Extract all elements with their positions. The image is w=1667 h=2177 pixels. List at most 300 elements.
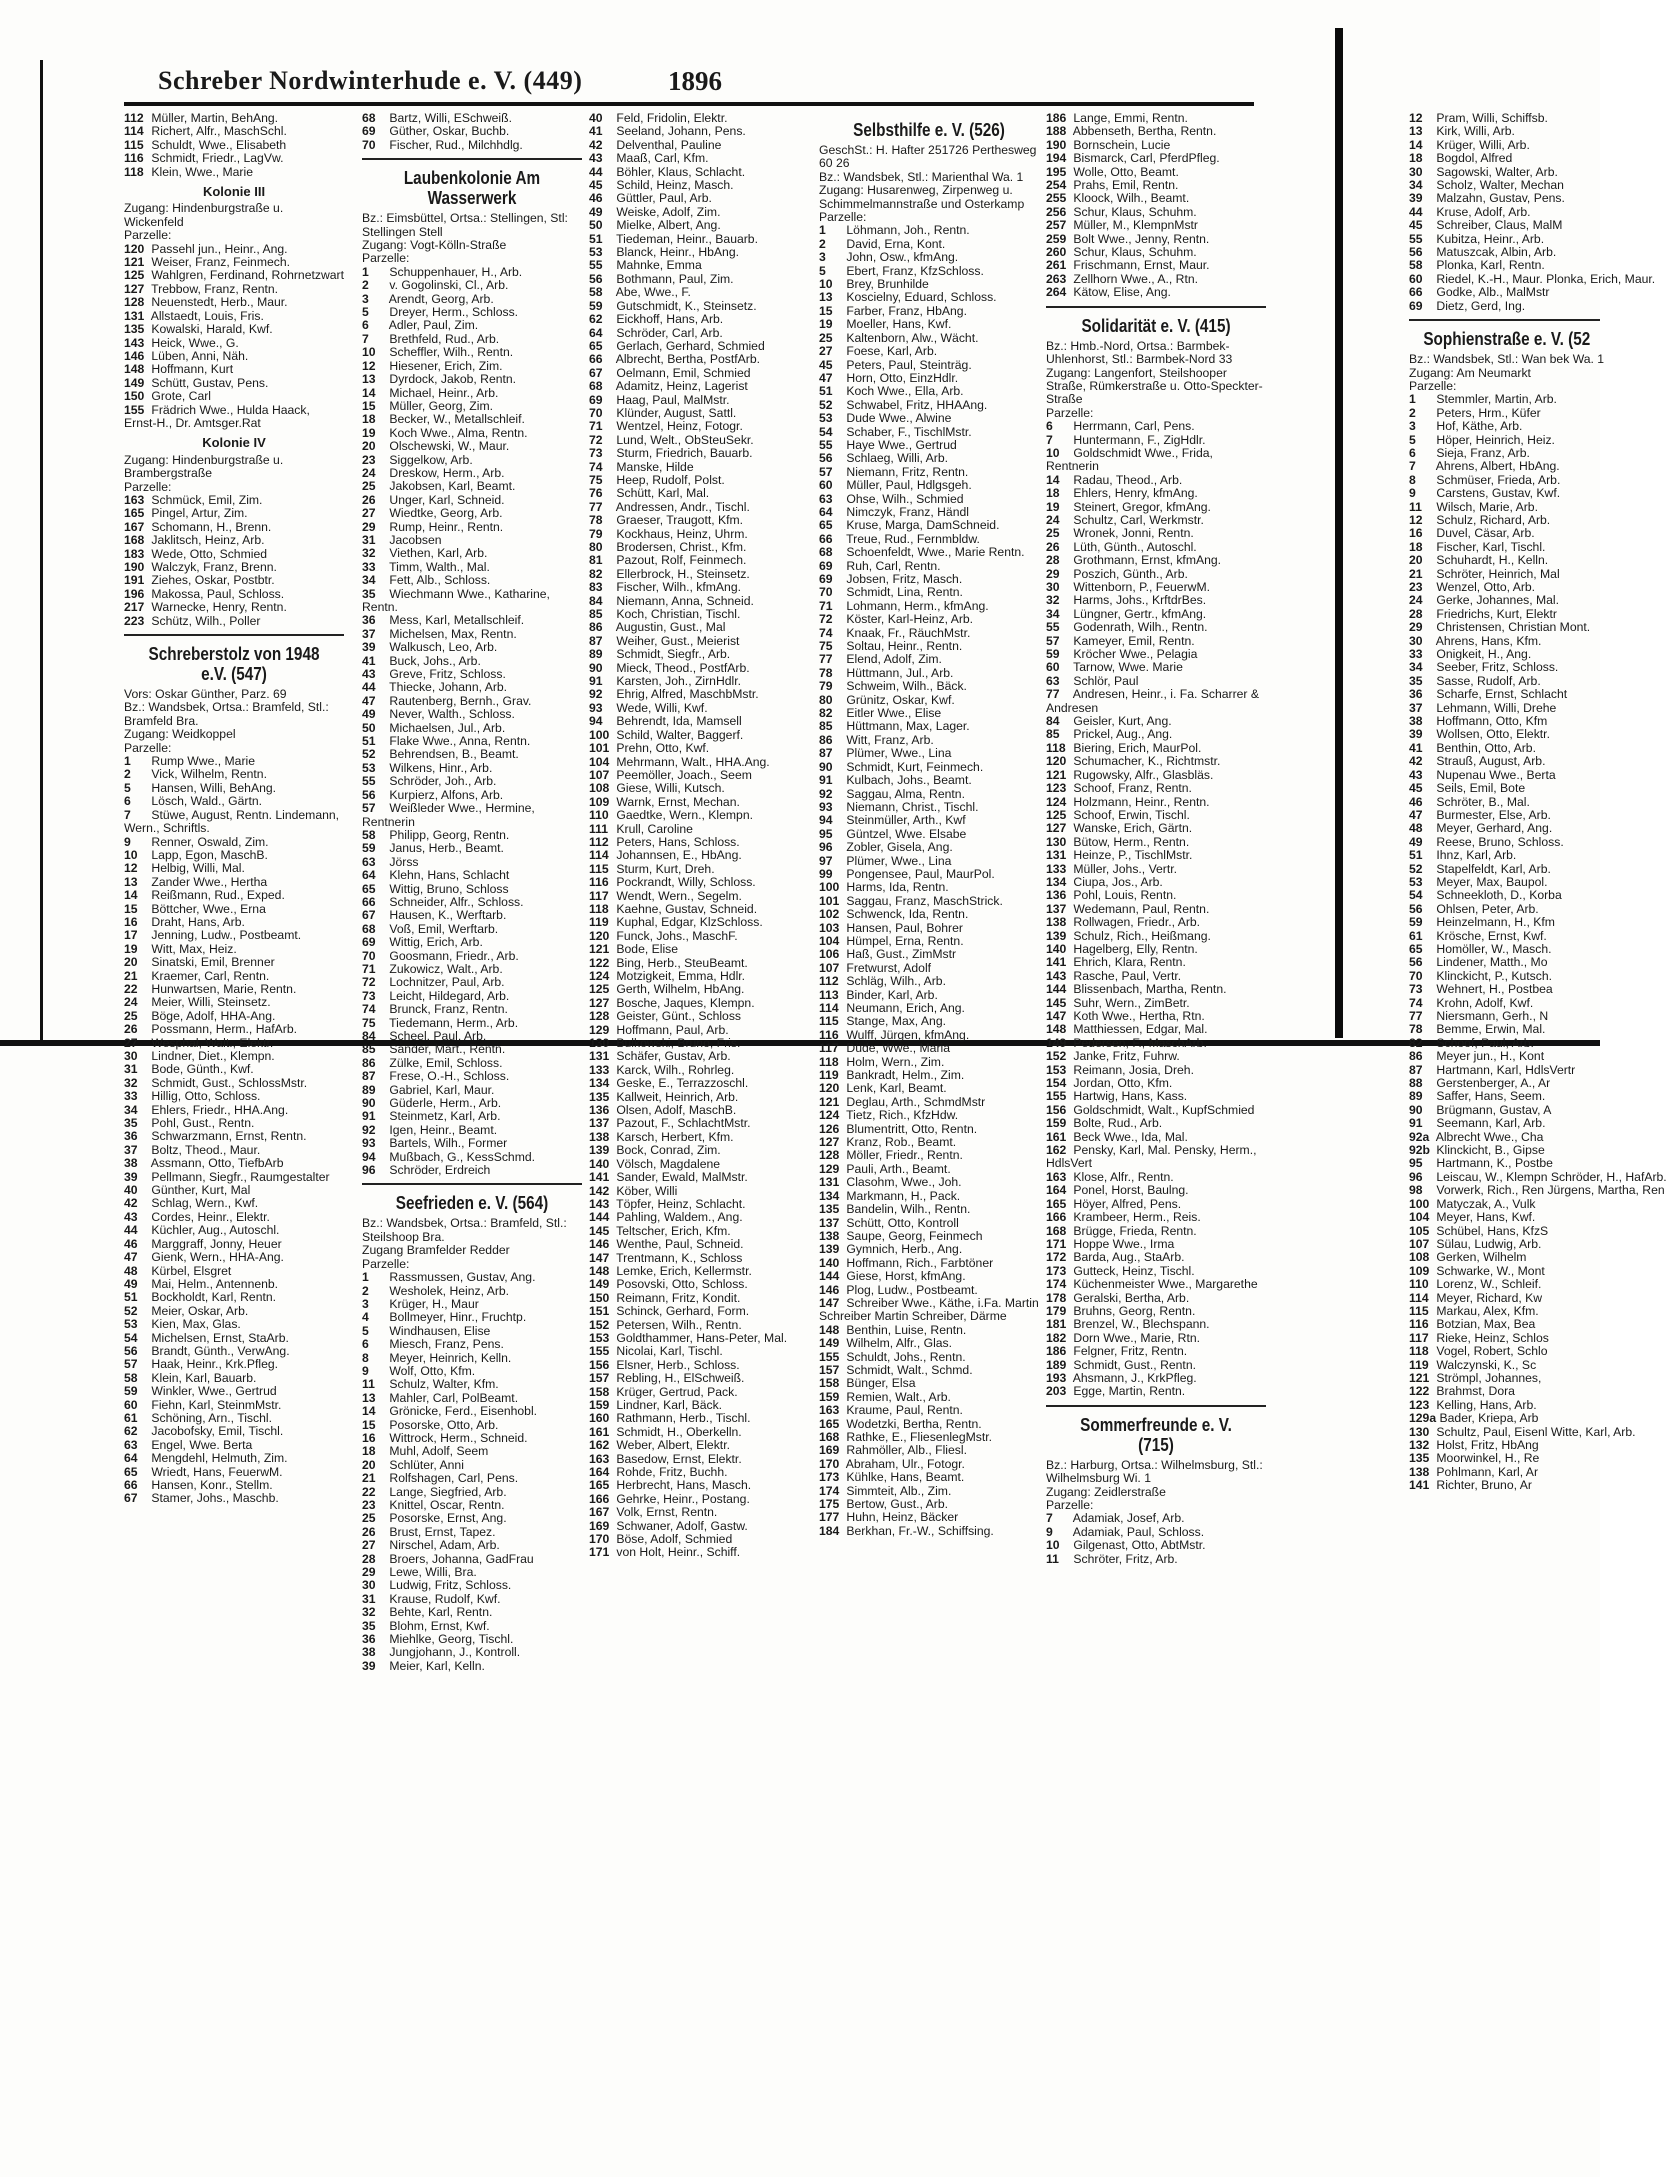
plot-entry: 170 Böse, Adolf, Schmied bbox=[589, 1532, 733, 1547]
header-rule bbox=[124, 102, 1254, 106]
plot-entry: 60 Fiehn, Karl, SteinmMstr. bbox=[124, 1397, 282, 1412]
plot-number: 100 bbox=[819, 880, 840, 895]
plot-number: 24 bbox=[1046, 512, 1060, 527]
association-info: Zugang: Am Neumarkt bbox=[1409, 365, 1531, 380]
plot-number: 70 bbox=[1409, 968, 1423, 983]
plot-number: 55 bbox=[1409, 231, 1423, 246]
plot-number: 114 bbox=[819, 1001, 839, 1015]
plot-number: 23 bbox=[1409, 580, 1423, 594]
plot-entry: 44 Kruse, Adolf, Arb. bbox=[1409, 204, 1531, 219]
plot-number: 161 bbox=[589, 1424, 610, 1439]
plot-number: 38 bbox=[1409, 714, 1423, 729]
plot-entry: 16 Draht, Hans, Arb. bbox=[124, 914, 245, 929]
plot-entry: 69 Ruh, Carl, Rentn. bbox=[819, 558, 941, 573]
plot-number: 140 bbox=[819, 1255, 840, 1270]
plot-entry: 150 Reimann, Fritz, Kondit. bbox=[589, 1290, 741, 1305]
plot-entry: 39 Pellmann, Siegfr., Raumgestalter bbox=[124, 1169, 330, 1184]
plot-entry: 9 Renner, Oswald, Zim. bbox=[124, 834, 269, 849]
plot-number: 71 bbox=[819, 598, 833, 613]
plot-entry: 21 Schröter, Heinrich, Mal bbox=[1409, 566, 1560, 581]
plot-entry: 109 Schwarke, W., Mont bbox=[1409, 1263, 1545, 1278]
directory-column-6 bbox=[1409, 111, 1667, 1493]
plot-entry: 27 Nirschel, Adam, Arb. bbox=[362, 1538, 500, 1553]
directory-column-3 bbox=[589, 112, 809, 1560]
plot-entry: 136 Olsen, Adolf, MaschB. bbox=[589, 1103, 737, 1118]
plot-number: 131 bbox=[1046, 848, 1067, 863]
directory-column-2 bbox=[362, 112, 582, 1673]
plot-entry: 6 Adler, Paul, Zim. bbox=[362, 318, 479, 333]
plot-number: 54 bbox=[124, 1330, 138, 1345]
plot-number: 152 bbox=[1046, 1049, 1067, 1064]
plot-entry: 18 Fischer, Karl, Tischl. bbox=[1409, 539, 1546, 554]
plot-entry: 150 Grote, Carl bbox=[124, 389, 211, 404]
plot-entry: 149 Wilhelm, Alfr., Glas. bbox=[819, 1336, 953, 1351]
plot-number: 18 bbox=[362, 412, 376, 427]
plot-entry: 31 Jacobsen bbox=[362, 532, 442, 547]
plot-entry: 151 Schinck, Gerhard, Form. bbox=[589, 1304, 750, 1319]
plot-entry: 107 Sülau, Ludwig, Arb. bbox=[1409, 1236, 1542, 1251]
plot-number: 1 bbox=[1409, 392, 1416, 407]
plot-number: 12 bbox=[362, 358, 376, 373]
plot-number: 35 bbox=[362, 1618, 376, 1633]
plot-entry: 140 Hoffmann, Rich., Farbtöner bbox=[819, 1255, 994, 1270]
plot-entry: 102 Schwenck, Ida, Rentn. bbox=[819, 907, 969, 922]
plot-entry: 124 Motzigkeit, Emma, Hdlr. bbox=[589, 969, 746, 983]
plot-entry: 1 Rump Wwe., Marie bbox=[124, 754, 255, 769]
plot-entry: 87 Frese, O.-H., Schloss. bbox=[362, 1069, 510, 1084]
plot-number: 149 bbox=[589, 1277, 610, 1292]
association-info: Zugang: Hindenburgstraße u. Wickenfeld bbox=[124, 201, 284, 229]
plot-entry: 58 Philipp, Georg, Rentn. bbox=[362, 827, 510, 842]
plot-number: 96 bbox=[819, 840, 833, 855]
plot-number: 3 bbox=[362, 1296, 369, 1311]
plot-number: 124 bbox=[819, 1108, 840, 1123]
plot-entry: 27 Wesphal, Walt., Elektr. bbox=[124, 1035, 274, 1050]
colony-subheading: Kolonie IV bbox=[202, 435, 266, 451]
plot-number: 264 bbox=[1046, 285, 1067, 300]
plot-number: 163 bbox=[819, 1403, 840, 1418]
plot-number: 64 bbox=[589, 325, 603, 340]
plot-number: 72 bbox=[819, 612, 833, 627]
plot-entry: 72 Köster, Karl-Heinz, Arb. bbox=[819, 612, 974, 627]
plot-number: 55 bbox=[1046, 620, 1060, 635]
association-heading: Seefrieden e. V. (564) bbox=[395, 1193, 549, 1214]
plot-number: 177 bbox=[819, 1510, 840, 1525]
plot-entry: 57 Weißleder Wwe., Hermine, Rentnerin bbox=[362, 801, 535, 829]
plot-entry: 117 Rieke, Heinz, Schlos bbox=[1409, 1330, 1549, 1345]
plot-number: 45 bbox=[819, 357, 833, 372]
plot-number: 125 bbox=[124, 268, 145, 283]
plot-entry: 80 Brodersen, Christ., Kfm. bbox=[589, 540, 747, 554]
plot-number: 57 bbox=[362, 801, 376, 816]
plot-entry: 16 Duvel, Cäsar, Arb. bbox=[1409, 526, 1535, 541]
plot-number: 144 bbox=[819, 1269, 840, 1284]
plot-number: 78 bbox=[1409, 1022, 1423, 1037]
plot-entry: 139 Bock, Conrad, Zim. bbox=[589, 1143, 721, 1158]
plot-number: 117 bbox=[589, 888, 609, 903]
plot-entry: 65 Homöller, W., Masch. bbox=[1409, 941, 1552, 956]
plot-number: 99 bbox=[819, 866, 833, 881]
plot-number: 77 bbox=[1409, 1009, 1423, 1023]
plot-entry: 4 Bollmeyer, Hinr., Fruchtp. bbox=[362, 1310, 527, 1325]
plot-entry: 123 Kelling, Hans, Arb. bbox=[1409, 1397, 1537, 1412]
plot-number: 26 bbox=[1046, 539, 1060, 554]
plot-entry: 8 Schmüser, Frieda, Arb. bbox=[1409, 472, 1561, 487]
association-info: Parzelle: bbox=[124, 228, 172, 243]
plot-number: 73 bbox=[1409, 982, 1423, 997]
plot-entry: 23 Siggelkow, Arb. bbox=[362, 452, 473, 467]
plot-entry: 10 Goldschmidt Wwe., Frida, Rentnerin bbox=[1046, 445, 1213, 474]
plot-entry: 13 Zander Wwe., Hertha bbox=[124, 874, 268, 889]
plot-entry: 17 Jenning, Ludw., Postbeamt. bbox=[124, 928, 302, 943]
plot-entry: 167 Volk, Ernst, Rentn. bbox=[589, 1505, 718, 1520]
plot-entry: 163 Klose, Alfr., Rentn. bbox=[1046, 1169, 1174, 1184]
plot-entry: 78 Hüttmann, Jul., Arb. bbox=[819, 665, 954, 680]
plot-entry: 87 Hartmann, Karl, HdlsVertr bbox=[1409, 1062, 1576, 1077]
plot-entry: 159 Bolte, Rud., Arb. bbox=[1046, 1116, 1163, 1131]
plot-number: 139 bbox=[1046, 928, 1067, 943]
plot-number: 19 bbox=[362, 425, 376, 440]
plot-number: 51 bbox=[589, 231, 603, 246]
plot-number: 65 bbox=[362, 881, 376, 896]
plot-entry: 153 Reimann, Josia, Dreh. bbox=[1046, 1062, 1194, 1077]
plot-number: 159 bbox=[819, 1389, 840, 1404]
plot-number: 2 bbox=[362, 1283, 369, 1298]
plot-entry: 121 Deglau, Arth., SchmdMstr bbox=[819, 1094, 986, 1109]
plot-number: 13 bbox=[362, 372, 376, 387]
plot-entry: 90 Schmidt, Kurt, Feinmech. bbox=[819, 759, 984, 774]
plot-entry: 64 Nimczyk, Franz, Händl bbox=[819, 504, 969, 519]
plot-number: 56 bbox=[1409, 901, 1423, 916]
plot-number: 20 bbox=[362, 1457, 376, 1472]
plot-entry: 156 Goldschmidt, Walt., KupfSchmied bbox=[1046, 1102, 1255, 1117]
plot-number: 2 bbox=[362, 278, 369, 293]
plot-entry: 12 Schulz, Richard, Arb. bbox=[1409, 512, 1551, 527]
plot-entry: 5 Windhausen, Elise bbox=[362, 1323, 491, 1338]
plot-number: 34 bbox=[362, 573, 376, 588]
plot-number: 49 bbox=[589, 204, 603, 219]
plot-number: 8 bbox=[362, 1350, 369, 1365]
plot-number: 133 bbox=[1046, 861, 1067, 876]
plot-entry: 67 Hausen, K., Werftarb. bbox=[362, 908, 507, 923]
plot-number: 174 bbox=[819, 1483, 840, 1498]
plot-entry: 93 Niemann, Christ., Tischl. bbox=[819, 799, 979, 814]
plot-entry: 3 John, Osw., kfmAng. bbox=[819, 250, 959, 265]
plot-number: 145 bbox=[589, 1223, 610, 1238]
plot-number: 7 bbox=[1409, 459, 1416, 474]
plot-number: 172 bbox=[1046, 1250, 1067, 1265]
association-heading: Sommerfreunde e. V. (715) bbox=[1080, 1414, 1232, 1455]
plot-entry: 94 Behrendt, Ida, Mamsell bbox=[589, 714, 742, 729]
plot-entry: 146 Wenthe, Paul, Schneid. bbox=[589, 1237, 744, 1252]
plot-number: 46 bbox=[1409, 794, 1423, 809]
plot-number: 77 bbox=[589, 499, 603, 514]
plot-number: 30 bbox=[124, 1049, 138, 1063]
plot-entry: 118 Kaehne, Gustav, Schneid. bbox=[589, 901, 758, 916]
plot-number: 70 bbox=[362, 948, 376, 963]
plot-number: 135 bbox=[1409, 1451, 1430, 1466]
plot-number: 148 bbox=[124, 362, 145, 377]
plot-number: 34 bbox=[1409, 178, 1423, 193]
plot-number: 114 bbox=[1409, 1290, 1429, 1305]
plot-number: 154 bbox=[1046, 1076, 1067, 1091]
plot-number: 151 bbox=[589, 1304, 610, 1319]
plot-number: 35 bbox=[362, 586, 376, 601]
plot-number: 169 bbox=[589, 1518, 610, 1533]
plot-entry: 44 Küchler, Aug., Autoschl. bbox=[124, 1223, 280, 1238]
plot-number: 29 bbox=[1046, 566, 1060, 581]
plot-number: 182 bbox=[1046, 1330, 1067, 1345]
plot-number: 156 bbox=[589, 1357, 610, 1372]
plot-number: 145 bbox=[1046, 995, 1067, 1010]
plot-entry: 2 Peters, Hrm., Küfer bbox=[1409, 405, 1541, 420]
plot-number: 90 bbox=[819, 759, 833, 774]
plot-entry: 31 Krause, Rudolf, Kwf. bbox=[362, 1591, 501, 1606]
plot-entry: 95 Güntzel, Wwe. Elsabe bbox=[819, 826, 967, 841]
plot-number: 136 bbox=[589, 1103, 610, 1118]
plot-number: 179 bbox=[1046, 1303, 1067, 1318]
plot-entry: 30 Wittenborn, P., FeuerwM. bbox=[1046, 580, 1210, 594]
plot-entry: 161 Beck Wwe., Ida, Mal. bbox=[1046, 1129, 1188, 1144]
plot-entry: 39 Meier, Karl, Kelln. bbox=[362, 1658, 485, 1673]
plot-entry: 61 Schöning, Arn., Tischl. bbox=[124, 1410, 272, 1425]
plot-entry: 83 Fischer, Wilh., kfmAng. bbox=[589, 580, 741, 595]
plot-number: 54 bbox=[1409, 888, 1423, 903]
plot-number: 158 bbox=[819, 1376, 840, 1391]
plot-entry: 20 Olschewski, W., Maur. bbox=[362, 439, 510, 454]
plot-entry: 133 Müller, Johs., Vertr. bbox=[1046, 861, 1178, 876]
plot-number: 102 bbox=[819, 907, 840, 922]
plot-number: 68 bbox=[362, 921, 376, 936]
plot-number: 25 bbox=[362, 479, 376, 494]
plot-entry: 127 Wanske, Erich, Gärtn. bbox=[1046, 821, 1193, 836]
plot-number: 119 bbox=[819, 1068, 839, 1083]
plot-number: 42 bbox=[124, 1196, 138, 1211]
plot-number: 178 bbox=[1046, 1290, 1067, 1305]
plot-number: 103 bbox=[819, 920, 840, 935]
plot-entry: 5 Hansen, Willi, BehAng. bbox=[124, 780, 277, 795]
association-info: Bz.: Wandsbek, Stl.: Marienthal Wa. 1 bbox=[819, 169, 1024, 184]
plot-number: 69 bbox=[589, 392, 603, 407]
plot-entry: 138 Pohlmann, Karl, Ar bbox=[1409, 1464, 1538, 1479]
plot-number: 193 bbox=[1046, 1370, 1067, 1385]
plot-number: 56 bbox=[1409, 245, 1423, 260]
plot-number: 163 bbox=[1046, 1169, 1067, 1184]
plot-entry: 22 Lange, Siegfried, Arb. bbox=[362, 1484, 507, 1499]
plot-entry: 81 Pazout, Rolf, Feinmech. bbox=[589, 553, 747, 568]
plot-number: 130 bbox=[1409, 1424, 1430, 1439]
plot-entry: 85 Prickel, Aug., Ang. bbox=[1046, 727, 1173, 742]
section-separator bbox=[1046, 306, 1266, 308]
plot-number: 37 bbox=[362, 626, 376, 641]
plot-entry: 64 Mengdehl, Helmuth, Zim. bbox=[124, 1451, 288, 1466]
plot-number: 10 bbox=[819, 277, 833, 292]
association-info: Zugang Bramfelder Redder bbox=[362, 1243, 510, 1258]
plot-number: 91 bbox=[589, 674, 603, 689]
plot-entry: 47 Horn, Otto, EinzHdlr. bbox=[819, 370, 959, 385]
plot-entry: 77 Elend, Adolf, Zim. bbox=[819, 652, 942, 667]
plot-entry: 7 Huntermann, F., ZigHdlr. bbox=[1046, 432, 1206, 447]
plot-entry: 256 Schur, Klaus, Schuhm. bbox=[1046, 204, 1197, 219]
plot-number: 5 bbox=[819, 263, 826, 278]
plot-number: 18 bbox=[1409, 151, 1423, 166]
association-info: Parzelle: bbox=[362, 1256, 410, 1271]
plot-number: 74 bbox=[589, 459, 603, 474]
plot-entry: 24 Meier, Willi, Steinsetz. bbox=[124, 995, 271, 1010]
plot-number: 159 bbox=[1046, 1116, 1067, 1131]
plot-number: 40 bbox=[124, 1183, 138, 1198]
plot-entry: 119 Kuphal, Edgar, KlzSchloss. bbox=[589, 915, 763, 930]
plot-entry: 164 Ponel, Horst, Baulng. bbox=[1046, 1183, 1189, 1198]
plot-number: 147 bbox=[589, 1250, 610, 1265]
association-info: Zugang: Hindenburgstraße u. Brambergstraße bbox=[124, 452, 284, 481]
plot-entry: 71 Lohmann, Herm., kfmAng. bbox=[819, 598, 989, 613]
plot-entry: 121 Strömpl, Johannes, bbox=[1409, 1370, 1542, 1385]
plot-entry: 36 Miehlke, Georg, Tischl. bbox=[362, 1632, 514, 1647]
plot-number: 24 bbox=[1409, 593, 1423, 608]
plot-number: 138 bbox=[1046, 915, 1067, 930]
plot-entry: 160 Rathmann, Herb., Tischl. bbox=[589, 1411, 751, 1426]
plot-entry: 10 Scheffler, Wilh., Rentn. bbox=[362, 345, 514, 360]
plot-number: 257 bbox=[1046, 218, 1067, 233]
plot-entry: 59 Heinzelmann, H., Kfm bbox=[1409, 915, 1555, 930]
plot-entry: 131 Heinze, P., TischlMstr. bbox=[1046, 848, 1193, 863]
plot-entry: 109 Warnk, Ernst, Mechan. bbox=[589, 794, 740, 809]
plot-entry: 46 Marggraff, Jonny, Heuer bbox=[124, 1236, 282, 1251]
plot-entry: 55 Haye Wwe., Gertrud bbox=[819, 437, 957, 452]
plot-entry: 171 von Holt, Heinr., Schiff. bbox=[589, 1545, 741, 1560]
plot-entry: 186 Felgner, Fritz, Rentn. bbox=[1046, 1344, 1188, 1359]
plot-entry: 63 Ohse, Wilh., Schmied bbox=[819, 491, 964, 506]
plot-entry: 86 Witt, Franz, Arb. bbox=[819, 732, 934, 747]
plot-number: 65 bbox=[1409, 941, 1423, 956]
plot-number: 53 bbox=[819, 411, 833, 426]
plot-entry: 118 Klein, Wwe., Marie bbox=[124, 164, 253, 179]
plot-number: 65 bbox=[124, 1464, 138, 1479]
plot-entry: 34 Lüngner, Gertr., kfmAng. bbox=[1046, 606, 1207, 621]
plot-entry: 33 Onigkeit, H., Ang. bbox=[1409, 647, 1532, 662]
plot-number: 153 bbox=[1046, 1062, 1067, 1077]
plot-number: 28 bbox=[1409, 606, 1423, 621]
plot-entry: 30 Ahrens, Hans, Kfm. bbox=[1409, 633, 1542, 648]
plot-number: 166 bbox=[1046, 1210, 1067, 1225]
plot-entry: 136 Pohl, Louis, Rentn. bbox=[1046, 888, 1177, 903]
plot-entry: 115 Sturm, Kurt, Dreh. bbox=[589, 861, 715, 876]
plot-number: 32 bbox=[124, 1075, 138, 1090]
plot-entry: 13 Kirk, Willi, Arb. bbox=[1409, 124, 1515, 139]
plot-number: 118 bbox=[1046, 740, 1066, 755]
plot-number: 142 bbox=[589, 1183, 610, 1198]
plot-entry: 130 Bulkowski, Bruno, Fris. bbox=[589, 1036, 741, 1051]
plot-entry: 130 Bütow, Herm., Rentn. bbox=[1046, 834, 1190, 849]
association-info: Parzelle: bbox=[362, 251, 410, 266]
plot-entry: 2 David, Erna, Kont. bbox=[819, 236, 946, 251]
plot-number: 57 bbox=[819, 464, 833, 479]
association-info: Bz.: Wandsbek, Stl.: Wan bek Wa. 1 bbox=[1409, 352, 1605, 367]
plot-number: 86 bbox=[589, 620, 603, 635]
association-info: Zugang: Weidkoppel bbox=[124, 727, 236, 742]
plot-number: 61 bbox=[124, 1410, 138, 1425]
plot-entry: 101 Saggau, Franz, MaschStrick. bbox=[819, 893, 1003, 908]
plot-entry: 85 Sander, Mart., Rentn. bbox=[362, 1042, 506, 1057]
plot-number: 34 bbox=[1046, 606, 1060, 621]
plot-entry: 30 Ludwig, Fritz, Schloss. bbox=[362, 1578, 512, 1593]
association-heading: Sophienstraße e. V. (52 bbox=[1423, 329, 1591, 350]
plot-entry: 189 Schmidt, Gust., Rentn. bbox=[1046, 1357, 1196, 1372]
plot-entry: 147 Koth Wwe., Hertha, Rtn. bbox=[1046, 1009, 1205, 1023]
plot-number: 128 bbox=[124, 295, 145, 310]
plot-number: 7 bbox=[1046, 1511, 1053, 1526]
plot-number: 127 bbox=[589, 995, 610, 1010]
plot-entry: 153 Goldthammer, Hans-Peter, Mal. bbox=[589, 1330, 788, 1345]
plot-number: 78 bbox=[819, 665, 833, 680]
plot-entry: 14 Michael, Heinr., Arb. bbox=[362, 385, 499, 400]
plot-entry: 127 Trebbow, Franz, Rentn. bbox=[124, 281, 279, 296]
plot-entry: 13 Mahler, Carl, PolBeamt. bbox=[362, 1390, 519, 1405]
plot-entry: 31 Bode, Günth., Kwf. bbox=[124, 1062, 254, 1077]
plot-number: 175 bbox=[819, 1497, 840, 1512]
plot-entry: 131 Allstaedt, Louis, Fris. bbox=[124, 308, 264, 323]
plot-entry: 56 Kurpierz, Alfons, Arb. bbox=[362, 787, 504, 802]
plot-entry: 155 Nicolai, Karl, Tischl. bbox=[589, 1344, 723, 1359]
plot-entry: 183 Wede, Otto, Schmied bbox=[124, 546, 267, 561]
plot-entry: 85 Hüttmann, Max, Lager. bbox=[819, 719, 970, 734]
plot-entry: 127 Kranz, Rob., Beamt. bbox=[819, 1135, 957, 1150]
plot-entry: 68 Adamitz, Heinz, Lagerist bbox=[589, 379, 748, 394]
plot-number: 22 bbox=[124, 981, 138, 996]
plot-entry: 89 Gabriel, Karl, Maur. bbox=[362, 1082, 495, 1097]
plot-number: 75 bbox=[362, 1015, 376, 1030]
plot-number: 107 bbox=[589, 767, 610, 782]
plot-entry: 94 Mußbach, G., KessSchmd. bbox=[362, 1149, 536, 1164]
plot-number: 21 bbox=[362, 1471, 376, 1486]
plot-entry: 12 Hiesener, Erich, Zim. bbox=[362, 358, 503, 373]
plot-entry: 54 Schneekloth, D., Korba bbox=[1409, 888, 1562, 903]
plot-entry: 126 Blumentritt, Otto, Rentn. bbox=[819, 1121, 978, 1136]
plot-number: 134 bbox=[819, 1188, 840, 1203]
plot-number: 15 bbox=[362, 398, 376, 413]
plot-entry: 38 Jungjohann, J., Kontroll. bbox=[362, 1645, 521, 1660]
plot-number: 114 bbox=[589, 848, 609, 863]
plot-entry: 119 Bankradt, Helm., Zim. bbox=[819, 1068, 965, 1083]
plot-number: 7 bbox=[362, 331, 369, 346]
plot-number: 60 bbox=[819, 478, 833, 493]
plot-number: 138 bbox=[819, 1228, 840, 1243]
plot-number: 11 bbox=[362, 1377, 375, 1392]
plot-number: 134 bbox=[1046, 874, 1067, 889]
plot-entry: 10 Brey, Brunhilde bbox=[819, 277, 929, 292]
plot-number: 148 bbox=[819, 1322, 840, 1337]
plot-number: 168 bbox=[819, 1430, 840, 1444]
plot-entry: 125 Schoof, Erwin, Tischl. bbox=[1046, 807, 1190, 822]
plot-entry: 18 Ehlers, Henry, kfmAng. bbox=[1046, 486, 1198, 501]
plot-number: 194 bbox=[1046, 151, 1067, 166]
plot-entry: 70 Klünder, August, Sattl. bbox=[589, 405, 737, 420]
plot-number: 131 bbox=[589, 1049, 610, 1064]
plot-number: 64 bbox=[819, 504, 833, 519]
plot-entry: 11 Schröter, Fritz, Arb. bbox=[1046, 1551, 1178, 1566]
plot-number: 109 bbox=[589, 794, 610, 809]
plot-number: 57 bbox=[1046, 633, 1060, 648]
plot-number: 108 bbox=[1409, 1250, 1430, 1265]
plot-entry: 63 Engel, Wwe. Berta bbox=[124, 1437, 253, 1452]
plot-entry: 97 Plümer, Wwe., Lina bbox=[819, 853, 952, 868]
plot-entry: 37 Boltz, Theod., Maur. bbox=[124, 1142, 261, 1157]
plot-entry: 52 Behrendsen, B., Beamt. bbox=[362, 747, 519, 762]
plot-number: 95 bbox=[1409, 1156, 1423, 1171]
plot-number: 161 bbox=[1046, 1129, 1067, 1144]
plot-entry: 16 Wittrock, Herm., Schneid. bbox=[362, 1430, 528, 1445]
